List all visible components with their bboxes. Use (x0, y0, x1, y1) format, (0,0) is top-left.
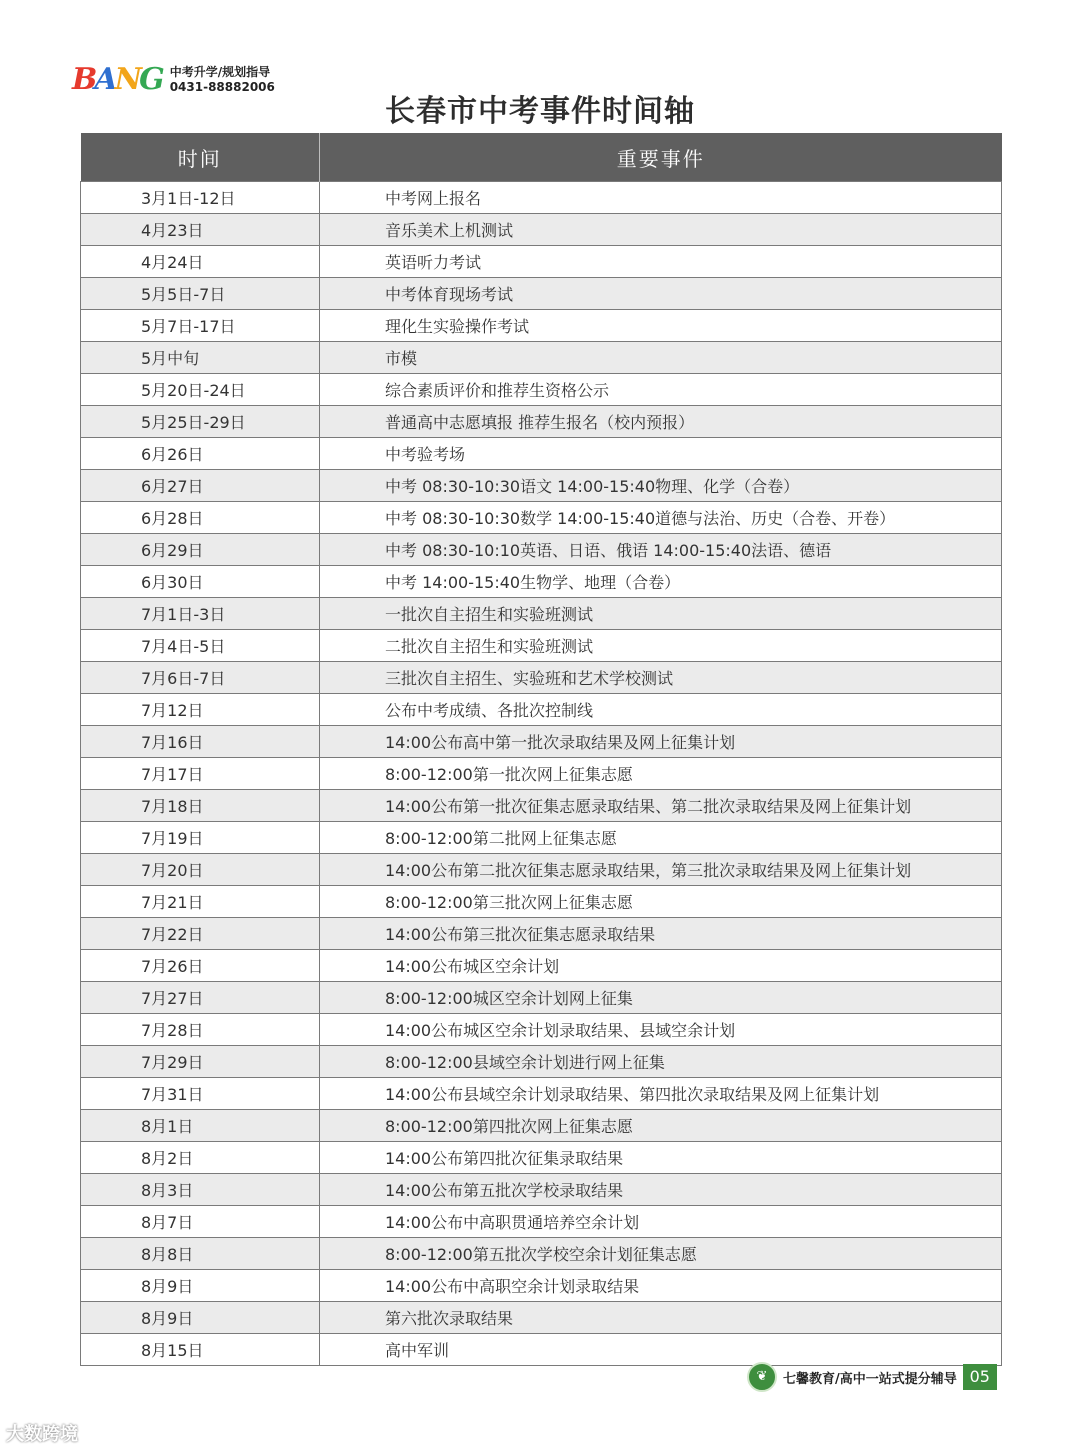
logo-mark: BANG (72, 62, 162, 97)
row-event: 三批次自主招生、实验班和艺术学校测试 (320, 662, 1002, 694)
row-event: 8:00-12:00第五批次学校空余计划征集志愿 (320, 1238, 1002, 1270)
row-time: 5月5日-7日 (81, 278, 320, 310)
row-time: 7月31日 (81, 1078, 320, 1110)
timeline-body (81, 182, 1002, 1366)
table-row (81, 1270, 1002, 1302)
row-event: 综合素质评价和推荐生资格公示 (320, 374, 1002, 406)
row-event: 市模 (320, 342, 1002, 374)
table-row (81, 278, 1002, 310)
row-event: 8:00-12:00县域空余计划进行网上征集 (320, 1046, 1002, 1078)
table-row (81, 406, 1002, 438)
table-row (81, 950, 1002, 982)
row-time: 7月27日 (81, 982, 320, 1014)
row-event: 公布中考成绩、各批次控制线 (320, 694, 1002, 726)
footer-brand-text: 七馨教育/高中一站式提分辅导 (783, 1371, 957, 1387)
row-event: 14:00公布第三批次征集志愿录取结果 (320, 918, 1002, 950)
table-row (81, 342, 1002, 374)
table-row (81, 694, 1002, 726)
row-time: 8月15日 (81, 1334, 320, 1366)
table-row (81, 982, 1002, 1014)
table-row (81, 822, 1002, 854)
table-row (81, 566, 1002, 598)
row-time: 8月3日 (81, 1174, 320, 1206)
logo-tagline: 中考升学/规划指导 (169, 65, 271, 79)
row-time: 5月25日-29日 (81, 406, 320, 438)
row-time: 7月28日 (81, 1014, 320, 1046)
table-row (81, 790, 1002, 822)
source-watermark: 大数跨境 (6, 1424, 78, 1445)
row-time: 7月26日 (81, 950, 320, 982)
row-time: 6月29日 (81, 534, 320, 566)
row-time: 6月28日 (81, 502, 320, 534)
row-time: 7月12日 (81, 694, 320, 726)
timeline-table (80, 133, 1002, 1366)
logo-phone: 0431-88882006 (169, 80, 275, 94)
row-event: 14:00公布第二批次征集志愿录取结果，第三批次录取结果及网上征集计划 (320, 854, 1002, 886)
row-time: 5月20日-24日 (81, 374, 320, 406)
table-row (81, 438, 1002, 470)
row-time: 7月1日-3日 (81, 598, 320, 630)
table-row (81, 1238, 1002, 1270)
row-event: 中考体育现场考试 (320, 278, 1002, 310)
row-time: 7月4日-5日 (81, 630, 320, 662)
table-row (81, 630, 1002, 662)
row-time: 8月9日 (81, 1270, 320, 1302)
row-event: 14:00公布第四批次征集录取结果 (320, 1142, 1002, 1174)
footer-badge (747, 1362, 997, 1392)
row-event: 中考 08:30-10:30数学 14:00-15:40道德与法治、历史（合卷、开卷） (320, 502, 1002, 534)
table-row (81, 918, 1002, 950)
row-event: 14:00公布县域空余计划录取结果、第四批次录取结果及网上征集计划 (320, 1078, 1002, 1110)
table-row (81, 1078, 1002, 1110)
table-row (81, 598, 1002, 630)
row-event: 中考 14:00-15:40生物学、地理（合卷） (320, 566, 1002, 598)
row-event: 14:00公布第一批次征集志愿录取结果、第二批次录取结果及网上征集计划 (320, 790, 1002, 822)
row-event: 8:00-12:00第三批次网上征集志愿 (320, 886, 1002, 918)
table-row (81, 1046, 1002, 1078)
row-event: 中考网上报名 (320, 182, 1002, 214)
table-row (81, 1174, 1002, 1206)
row-time: 8月9日 (81, 1302, 320, 1334)
row-event: 二批次自主招生和实验班测试 (320, 630, 1002, 662)
row-event: 14:00公布高中第一批次录取结果及网上征集计划 (320, 726, 1002, 758)
table-row (81, 1206, 1002, 1238)
row-event: 中考验考场 (320, 438, 1002, 470)
table-row (81, 758, 1002, 790)
row-time: 7月16日 (81, 726, 320, 758)
row-event: 理化生实验操作考试 (320, 310, 1002, 342)
row-time: 4月24日 (81, 246, 320, 278)
row-event: 高中军训 (320, 1334, 1002, 1366)
row-event: 8:00-12:00第四批次网上征集志愿 (320, 1110, 1002, 1142)
row-time: 5月7日-17日 (81, 310, 320, 342)
table-row (81, 1302, 1002, 1334)
row-event: 14:00公布中高职空余计划录取结果 (320, 1270, 1002, 1302)
row-time: 3月1日-12日 (81, 182, 320, 214)
row-time: 6月27日 (81, 470, 320, 502)
row-time: 7月22日 (81, 918, 320, 950)
row-time: 7月19日 (81, 822, 320, 854)
row-event: 中考 08:30-10:10英语、日语、俄语 14:00-15:40法语、德语 (320, 534, 1002, 566)
row-time: 7月21日 (81, 886, 320, 918)
leaf-icon: ❦ (747, 1362, 777, 1392)
row-time: 7月18日 (81, 790, 320, 822)
table-row (81, 470, 1002, 502)
row-event: 第六批次录取结果 (320, 1302, 1002, 1334)
table-row (81, 886, 1002, 918)
row-event: 中考 08:30-10:30语文 14:00-15:40物理、化学（合卷） (320, 470, 1002, 502)
table-row (81, 310, 1002, 342)
row-event: 8:00-12:00城区空余计划网上征集 (320, 982, 1002, 1014)
row-event: 14:00公布中高职贯通培养空余计划 (320, 1206, 1002, 1238)
row-time: 8月7日 (81, 1206, 320, 1238)
row-event: 14:00公布城区空余计划录取结果、县域空余计划 (320, 1014, 1002, 1046)
row-event: 14:00公布第五批次学校录取结果 (320, 1174, 1002, 1206)
row-event: 14:00公布城区空余计划 (320, 950, 1002, 982)
row-time: 7月20日 (81, 854, 320, 886)
table-row (81, 214, 1002, 246)
row-time: 8月1日 (81, 1110, 320, 1142)
column-header-time: 时间 (81, 133, 320, 182)
table-row (81, 246, 1002, 278)
table-row (81, 182, 1002, 214)
table-row (81, 1334, 1002, 1366)
row-time: 5月中旬 (81, 342, 320, 374)
row-time: 6月30日 (81, 566, 320, 598)
table-header-row (81, 133, 1002, 182)
table-row (81, 1142, 1002, 1174)
row-event: 普通高中志愿填报 推荐生报名（校内预报） (320, 406, 1002, 438)
row-time: 4月23日 (81, 214, 320, 246)
table-row (81, 534, 1002, 566)
page-number: 05 (963, 1364, 997, 1390)
row-event: 音乐美术上机测试 (320, 214, 1002, 246)
table-row (81, 1014, 1002, 1046)
table-row (81, 374, 1002, 406)
row-time: 6月26日 (81, 438, 320, 470)
row-event: 8:00-12:00第一批次网上征集志愿 (320, 758, 1002, 790)
column-header-event: 重要事件 (320, 133, 1002, 182)
row-time: 8月2日 (81, 1142, 320, 1174)
table-row (81, 502, 1002, 534)
row-time: 7月6日-7日 (81, 662, 320, 694)
table-row (81, 726, 1002, 758)
row-time: 8月8日 (81, 1238, 320, 1270)
row-time: 7月29日 (81, 1046, 320, 1078)
table-row (81, 1110, 1002, 1142)
row-time: 7月17日 (81, 758, 320, 790)
row-event: 一批次自主招生和实验班测试 (320, 598, 1002, 630)
table-row (81, 854, 1002, 886)
row-event: 8:00-12:00第二批网上征集志愿 (320, 822, 1002, 854)
row-event: 英语听力考试 (320, 246, 1002, 278)
table-row (81, 662, 1002, 694)
page-title: 长春市中考事件时间轴 (385, 94, 695, 129)
